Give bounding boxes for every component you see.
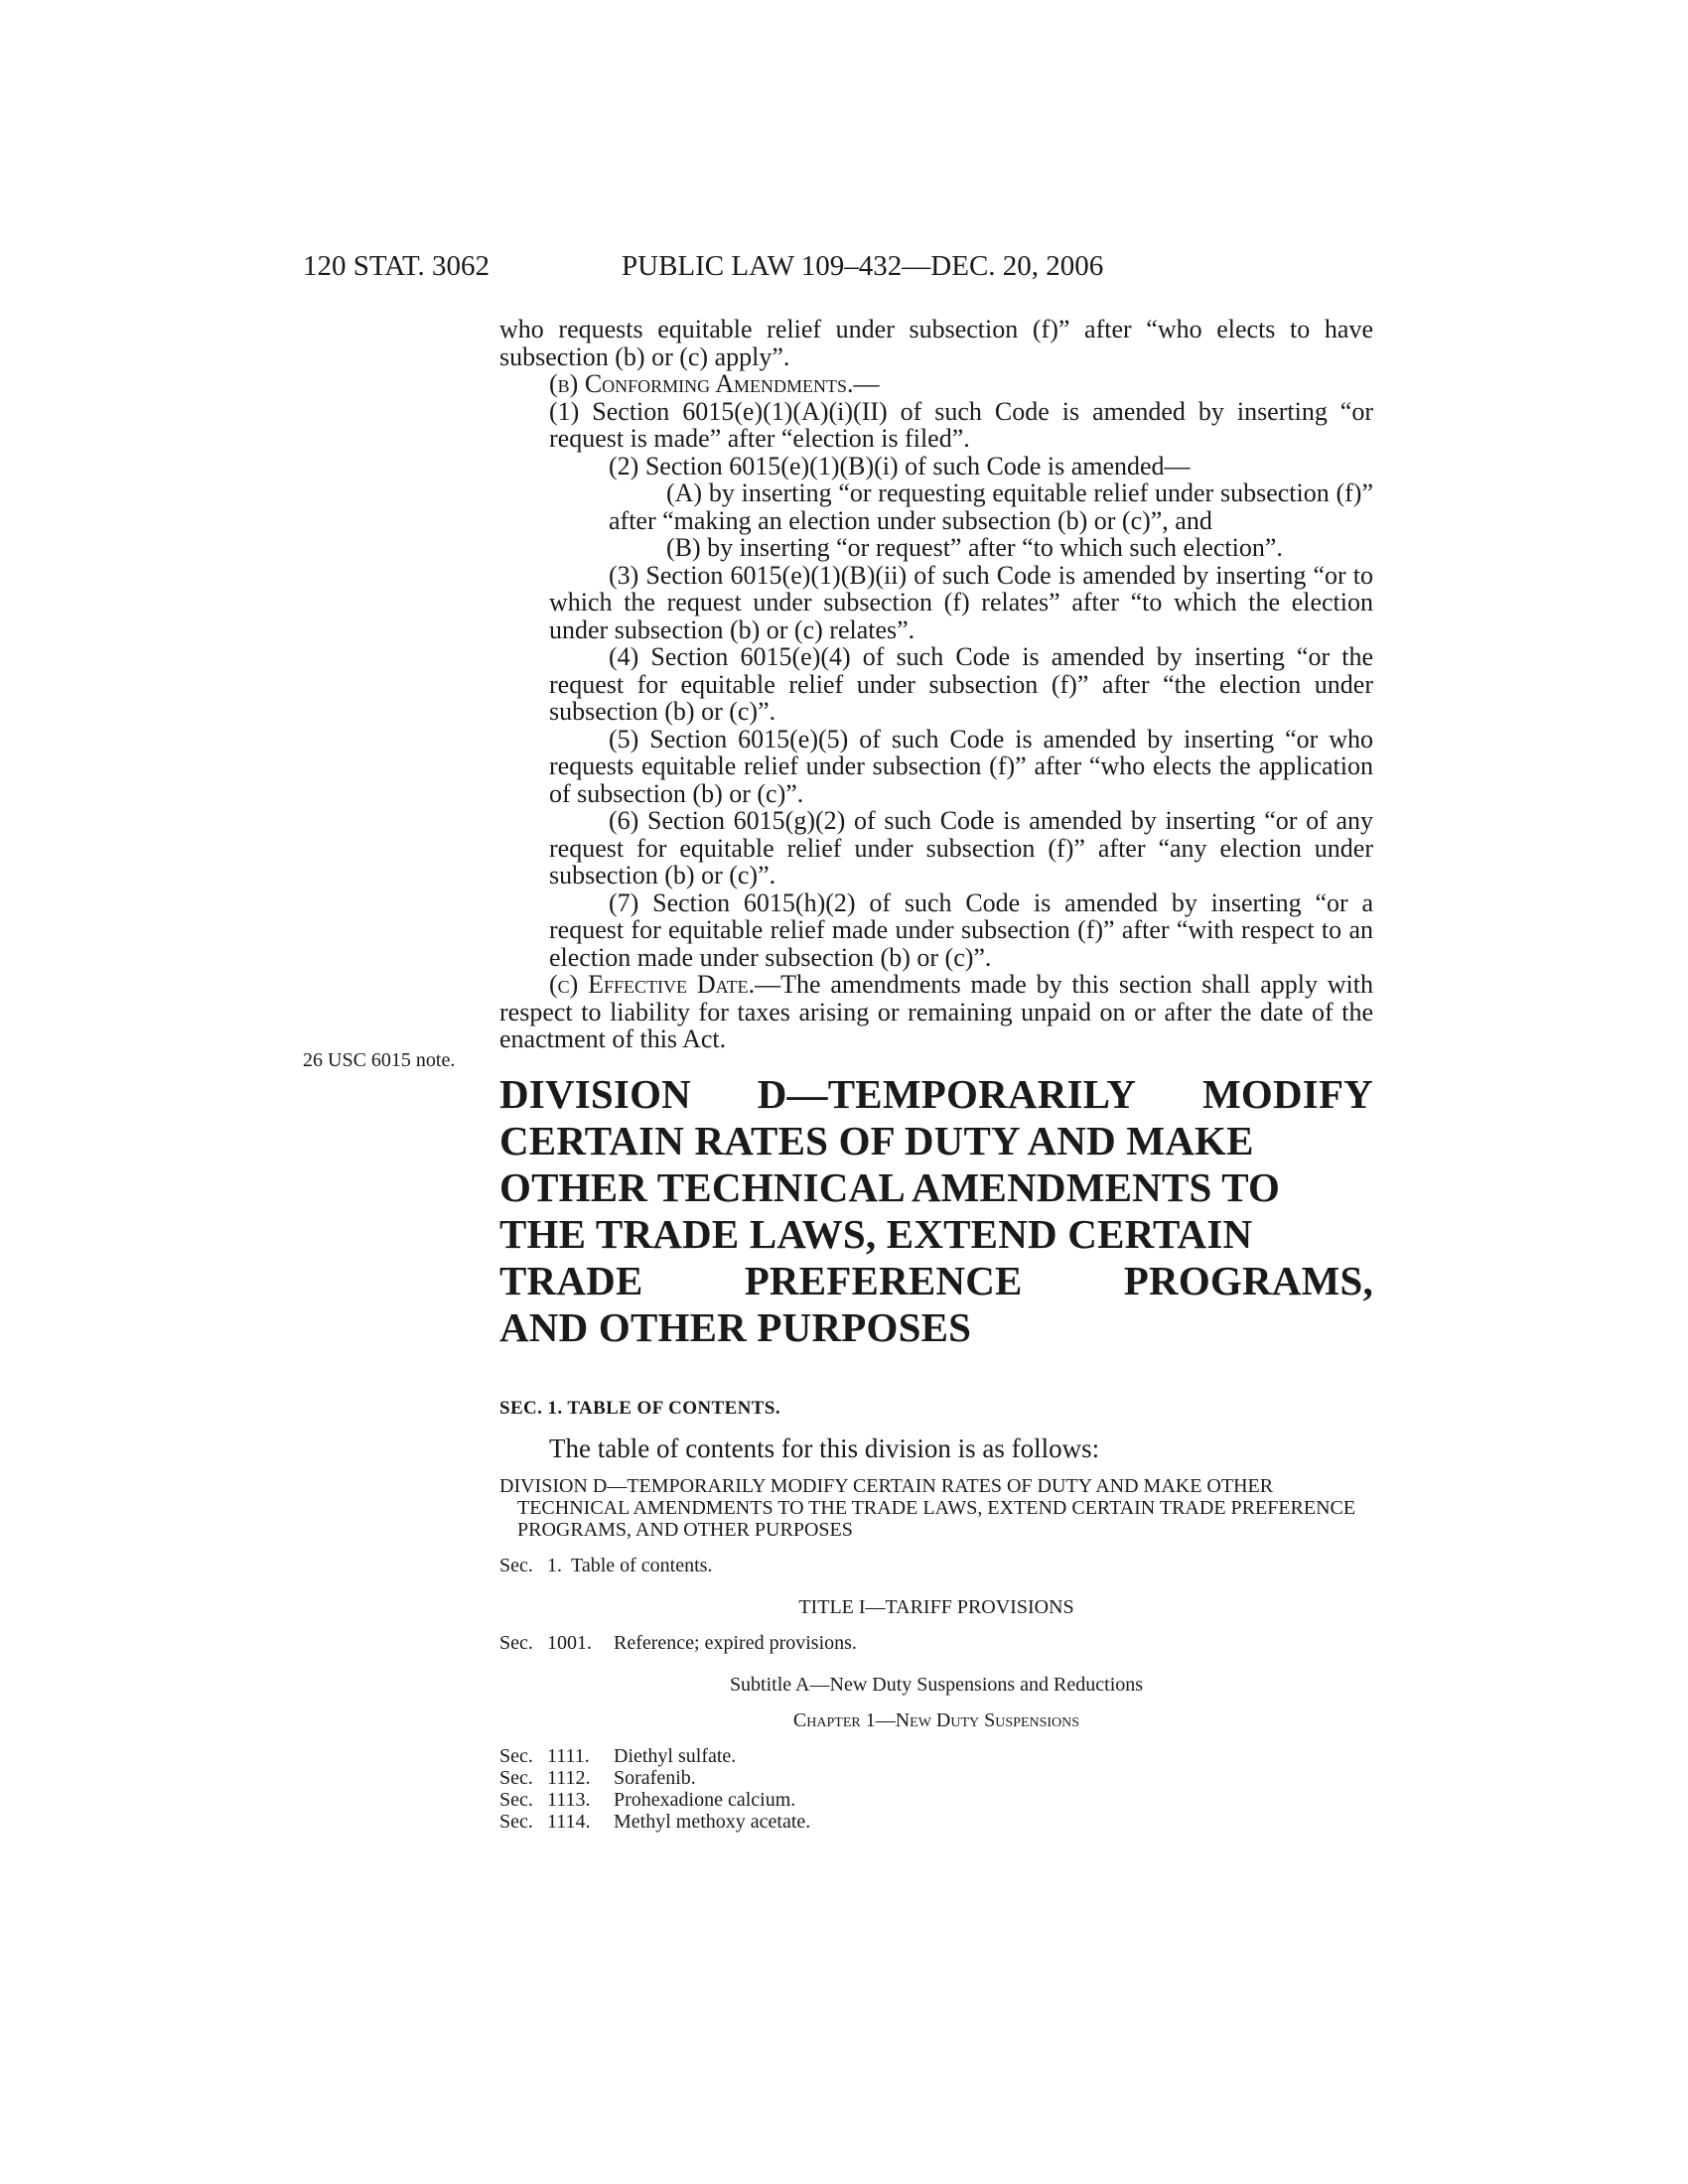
division-line-text: AND OTHER PURPOSES bbox=[499, 1303, 972, 1350]
division-heading-line-4 bbox=[499, 1211, 1373, 1258]
subsection-b-label: (b) Conforming Amendments.— bbox=[549, 369, 880, 398]
table-of-contents bbox=[499, 1475, 1373, 1833]
list-item bbox=[499, 1767, 1373, 1789]
division-heading-line-1 bbox=[499, 1071, 1373, 1118]
toc-sec-title: Methyl methoxy acetate. bbox=[614, 1810, 811, 1833]
toc-sec-label: Sec. bbox=[499, 1744, 533, 1767]
paragraph-1: (1) Section 6015(e)(1)(A)(i)(II) of such Code is amended by inserting “or request is made” after “election is filed”. bbox=[549, 396, 1373, 453]
toc-sec-number: 1111. bbox=[547, 1744, 590, 1767]
toc-sec-number: 1112. bbox=[547, 1766, 591, 1789]
toc-sec-label: Sec. bbox=[499, 1631, 533, 1654]
list-item bbox=[499, 1811, 1373, 1833]
toc-sec-number: 1114. bbox=[547, 1810, 591, 1833]
division-heading-line-3 bbox=[499, 1164, 1373, 1211]
toc-entry bbox=[499, 1555, 1373, 1576]
toc-chapter-heading: Chapter 1—New Duty Suspensions bbox=[792, 1708, 1080, 1731]
toc-sec-number: 1. bbox=[547, 1554, 562, 1576]
toc-division-title: DIVISION D—TEMPORARILY MODIFY CERTAIN RATES OF DUTY AND MAKE OTHER TECHNICAL AMENDMENTS TO THE TRADE LAWS, EXTEND CERTAIN TRADE PREFERENCE PROGRAMS, AND OTHER PURPOSES bbox=[499, 1474, 1356, 1541]
toc-sec-label: Sec. bbox=[499, 1766, 533, 1789]
paragraph-2A: (A) by inserting “or requesting equitable relief under subsection (f)” after “making an election under subsection (b) or (c)”, and bbox=[609, 478, 1373, 535]
margin-note: 26 USC 6015 note. bbox=[303, 1049, 456, 1071]
toc-sec-label: Sec. bbox=[499, 1788, 533, 1811]
paragraph-2: (2) Section 6015(e)(1)(B)(i) of such Code is amended— bbox=[609, 451, 1191, 480]
toc-intro: The table of contents for this division is as follows: bbox=[549, 1433, 1100, 1463]
division-line-text: CERTAIN RATES OF DUTY AND MAKE bbox=[499, 1117, 1254, 1163]
division-word: D—TEMPORARILY bbox=[757, 1070, 1137, 1117]
subsection-c-text: —The amendments made by this section shall apply with respect to liability for taxes arising or remaining unpaid on or after the date of the enactment of this Act. bbox=[499, 970, 1373, 1053]
toc-sec-title: Prohexadione calcium. bbox=[614, 1788, 796, 1811]
toc-sec-title: Reference; expired provisions. bbox=[614, 1631, 857, 1654]
toc-sec-title: Table of contents. bbox=[571, 1554, 713, 1576]
paragraph-4: (4) Section 6015(e)(4) of such Code is amended by inserting “or the request for equitable relief under subsection (f)” after “the election under subsection (b) or (c)”. bbox=[549, 642, 1373, 726]
toc-subtitle-heading: Subtitle A—New Duty Suspensions and Reductions bbox=[729, 1673, 1144, 1696]
division-word: PREFERENCE bbox=[744, 1257, 1023, 1303]
toc-list bbox=[499, 1745, 1373, 1833]
paragraph-3: (3) Section 6015(e)(1)(B)(ii) of such Code is amended by inserting “or to which the request under subsection (f) relates” after “to which the election under subsection (b) or (c) relates”. bbox=[549, 560, 1373, 644]
division-heading-line-6 bbox=[499, 1304, 1373, 1351]
page-header bbox=[0, 250, 1688, 290]
statute-page-number: 120 STAT. 3062 bbox=[303, 250, 491, 282]
division-word: TRADE bbox=[499, 1257, 643, 1303]
toc-sec-label: Sec. bbox=[499, 1810, 533, 1833]
list-item bbox=[499, 1745, 1373, 1767]
division-word: MODIFY bbox=[1201, 1070, 1373, 1117]
paragraph-7: (7) Section 6015(h)(2) of such Code is amended by inserting “or a request for equitable relief made under subsection (f)” after “with respect to an election made under subsection (b) or (c)”. bbox=[549, 887, 1373, 972]
division-line-text: THE TRADE LAWS, EXTEND CERTAIN bbox=[499, 1210, 1253, 1257]
paragraph-6: (6) Section 6015(g)(2) of such Code is amended by inserting “or of any request for equitable relief under subsection (f)” after “any election under subsection (b) or (c)”. bbox=[549, 806, 1373, 889]
subsection-c-label: (c) Effective Date. bbox=[549, 970, 756, 999]
toc-entry bbox=[499, 1632, 1373, 1654]
toc-title-heading: TITLE I—TARIFF PROVISIONS bbox=[798, 1595, 1074, 1618]
running-title: PUBLIC LAW 109–432—DEC. 20, 2006 bbox=[622, 250, 1104, 282]
toc-sec-number: 1001. bbox=[547, 1631, 592, 1654]
division-word: DIVISION bbox=[499, 1070, 691, 1117]
main-text bbox=[499, 316, 1373, 1833]
paragraph-5: (5) Section 6015(e)(5) of such Code is amended by inserting “or who requests equitable relief under subsection (f)” after “who elects the application of subsection (b) or (c)”. bbox=[549, 724, 1373, 808]
section-1-heading: SEC. 1. TABLE OF CONTENTS. bbox=[499, 1397, 780, 1419]
toc-sec-number: 1113. bbox=[547, 1788, 591, 1811]
toc-sec-title: Sorafenib. bbox=[614, 1766, 696, 1789]
paragraph-continuation: who requests equitable relief under subsection (f)” after “who elects to have subsection (b) or (c) apply”. bbox=[499, 315, 1373, 371]
division-heading bbox=[499, 1071, 1373, 1351]
paragraph-2B: (B) by inserting “or request” after “to which such election”. bbox=[666, 533, 1283, 562]
subsection-c bbox=[499, 971, 1373, 1053]
division-heading-line-5 bbox=[499, 1258, 1373, 1304]
division-line-text: OTHER TECHNICAL AMENDMENTS TO bbox=[499, 1163, 1281, 1210]
list-item bbox=[499, 1789, 1373, 1811]
toc-sec-title: Diethyl sulfate. bbox=[614, 1744, 737, 1767]
division-heading-line-2 bbox=[499, 1118, 1373, 1164]
division-word: PROGRAMS, bbox=[1123, 1257, 1373, 1303]
toc-sec-label: Sec. bbox=[499, 1554, 533, 1576]
subsection-b-heading bbox=[499, 370, 1373, 398]
